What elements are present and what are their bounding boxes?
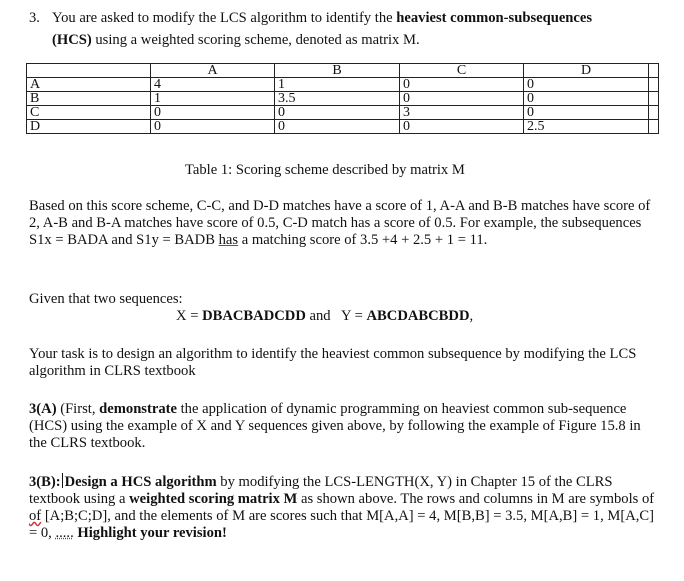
part-b-bold2: weighted scoring matrix M <box>129 491 298 507</box>
table-edge-cell <box>649 78 659 92</box>
part-a-rest: the application of dynamic programming on heaviest common sub-sequence (HCS) using the example of X and Y sequences given above, by following the example of Figure 15.8 in the CLRS textbook. <box>29 401 641 451</box>
table-row <box>27 78 659 92</box>
col-header-c: C <box>400 64 524 78</box>
table-cell: 3 <box>400 106 524 120</box>
part-a-label: 3(A) <box>29 401 57 417</box>
col-header-a: A <box>151 64 275 78</box>
x-sequence: DBACBADCDD <box>202 308 306 324</box>
row-label: B <box>27 92 151 106</box>
table-cell: 2.5 <box>524 120 649 134</box>
table-edge-cell <box>649 120 659 134</box>
table-cell: 0 <box>524 92 649 106</box>
table-cell: 0 <box>151 120 275 134</box>
y-label: Y = <box>340 308 367 324</box>
and-word: and <box>305 308 341 324</box>
col-header-d: D <box>524 64 649 78</box>
equation-comma: , <box>469 308 474 324</box>
table-edge-cell <box>649 64 659 78</box>
para1-underlined-word: has <box>218 232 239 248</box>
part-b-bold1: Design a HCS algorithm <box>64 474 217 490</box>
part-b-dots: ..... <box>55 525 74 541</box>
table-header-row <box>27 64 659 78</box>
part-b-text1: by modifying the LCS-LENGTH(X, Y) in Chapter 15 of the CLRS textbook using a <box>29 474 613 507</box>
part-b-text2: as shown above. The rows and columns in M are symbols of <box>297 491 655 507</box>
table-cell: 1 <box>275 78 400 92</box>
table-cell: 0 <box>524 78 649 92</box>
part-b-wavy-word: of <box>29 508 42 524</box>
table-row <box>27 106 659 120</box>
x-label: X = <box>176 308 203 324</box>
table-cell: 0 <box>400 78 524 92</box>
part-b-text3: [A;B;C;D], and the elements of M are scores such that M[A,A] = 4, M[B,B] = 3.5, M[A,B] = 1, M[A,C] = 0, <box>29 508 654 541</box>
question-intro <box>52 10 672 27</box>
table-cell: 0 <box>151 106 275 120</box>
para1-text-after: a matching score of 3.5 +4 + 2.5 + 1 = 11. <box>238 232 488 248</box>
text-cursor <box>62 473 63 488</box>
part-a-open: (First, <box>56 401 100 417</box>
table-cell: 3.5 <box>275 92 400 106</box>
sequences-equation <box>176 308 473 325</box>
table-cell: 0 <box>400 120 524 134</box>
col-header-b: B <box>275 64 400 78</box>
part-b-paragraph <box>29 473 659 542</box>
table-row <box>27 120 659 134</box>
sequences-intro: Given that two sequences: <box>29 291 183 307</box>
part-b-bold3: Highlight your revision! <box>77 525 227 541</box>
para1-text-before: Based on this score scheme, C-C, and D-D matches have a score of 1, A-A and B-B matches have score of 2, A-B and B-A matches have score of 0.5, C-D match has a score of 0.5. For example, the subsequences S1x = BADA and S1y = BADB <box>29 198 651 248</box>
table-corner-cell <box>27 64 151 78</box>
question-line2-text: using a weighted scoring scheme, denoted as matrix M. <box>91 32 420 48</box>
table-cell: 0 <box>275 120 400 134</box>
question-line2 <box>52 32 420 49</box>
question-intro-text: You are asked to modify the LCS algorithm to identify the <box>52 10 397 26</box>
score-explanation-paragraph <box>29 198 659 249</box>
table-cell: 4 <box>151 78 275 92</box>
table-caption: Table 1: Scoring scheme described by matrix M <box>185 162 465 178</box>
table-row <box>27 92 659 106</box>
part-a-bold-word: demonstrate <box>99 401 177 417</box>
row-label: C <box>27 106 151 120</box>
table-cell: 1 <box>151 92 275 106</box>
table-cell: 0 <box>524 106 649 120</box>
row-label: A <box>27 78 151 92</box>
table-cell: 0 <box>275 106 400 120</box>
table-cell: 0 <box>400 92 524 106</box>
task-paragraph: Your task is to design an algorithm to identify the heaviest common subsequence by modifying the LCS algorithm in CLRS textbook <box>29 346 637 379</box>
part-a-paragraph <box>29 401 659 452</box>
question-bold-phrase: heaviest common-subsequences <box>396 10 593 26</box>
row-label: D <box>27 120 151 134</box>
part-b-label: 3(B): <box>29 474 61 490</box>
hcs-abbrev: (HCS) <box>52 32 92 48</box>
y-sequence: ABCDABCBDD <box>366 308 470 324</box>
table-edge-cell <box>649 92 659 106</box>
table-edge-cell <box>649 106 659 120</box>
question-number: 3. <box>29 10 40 26</box>
score-matrix-table <box>26 63 659 134</box>
